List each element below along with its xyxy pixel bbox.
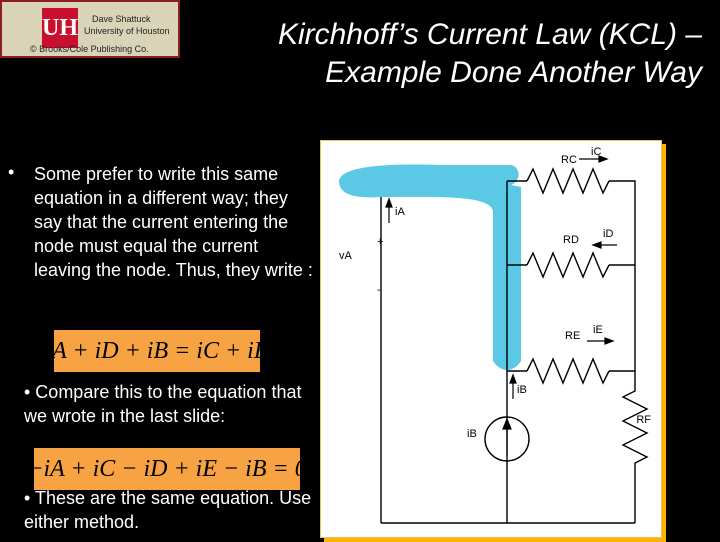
label-ic: iC	[591, 146, 602, 158]
label-rc: RC	[561, 154, 577, 166]
ia-arrow-head	[386, 199, 392, 207]
resistor-rf	[623, 371, 647, 523]
label-plus: +	[377, 236, 384, 248]
kcl-equation-sum-zero: −iA + iC − iD + iE − iB = 0	[34, 448, 300, 490]
label-rf: RF	[636, 414, 651, 426]
ib-arrow-head	[510, 375, 516, 383]
node-highlight	[339, 165, 521, 370]
university-seal: UH	[42, 8, 78, 48]
label-ia: iA	[395, 206, 405, 218]
conclusion-note: • These are the same equation. Use either method.	[24, 488, 312, 532]
bullet-text: Some prefer to write this same equation in a different way; they say that the current entering the node must equal the current leaving the node. Thus, they write :	[34, 164, 313, 280]
title-line-2: Example Done Another Way	[325, 56, 702, 89]
label-minus: -	[377, 284, 381, 296]
source-arrow-head	[503, 419, 511, 429]
label-va: vA	[339, 250, 352, 262]
ie-arrow-head	[605, 338, 613, 344]
label-id: iD	[603, 228, 614, 240]
resistor-rd	[527, 253, 609, 277]
label-rd: RD	[563, 234, 579, 246]
label-ib-source: iB	[467, 428, 477, 440]
circuit-panel	[320, 140, 662, 538]
resistor-rc	[527, 169, 609, 193]
logo-publisher: © Brooks/Cole Publishing Co.	[30, 44, 149, 54]
logo-author: Dave Shattuck	[92, 14, 151, 24]
slide-title	[182, 16, 702, 92]
circuit-diagram	[321, 141, 661, 537]
kcl-equation-in-equals-out: iA + iD + iB = iC + iE	[54, 330, 260, 372]
wire-right	[609, 181, 635, 371]
label-ie: iE	[593, 324, 603, 336]
publisher-logo	[0, 0, 180, 58]
label-re: RE	[565, 330, 581, 342]
id-arrow-head	[593, 242, 601, 248]
label-ib-arrow: iB	[517, 384, 527, 396]
resistor-re	[527, 359, 609, 383]
compare-note: • Compare this to the equation that we wrote in the last slide:	[24, 382, 302, 426]
title-line-1: Kirchhoff’s Current Law (KCL) –	[277, 18, 702, 51]
bullet-marker: •	[8, 162, 15, 182]
logo-university: University of Houston	[84, 26, 170, 36]
